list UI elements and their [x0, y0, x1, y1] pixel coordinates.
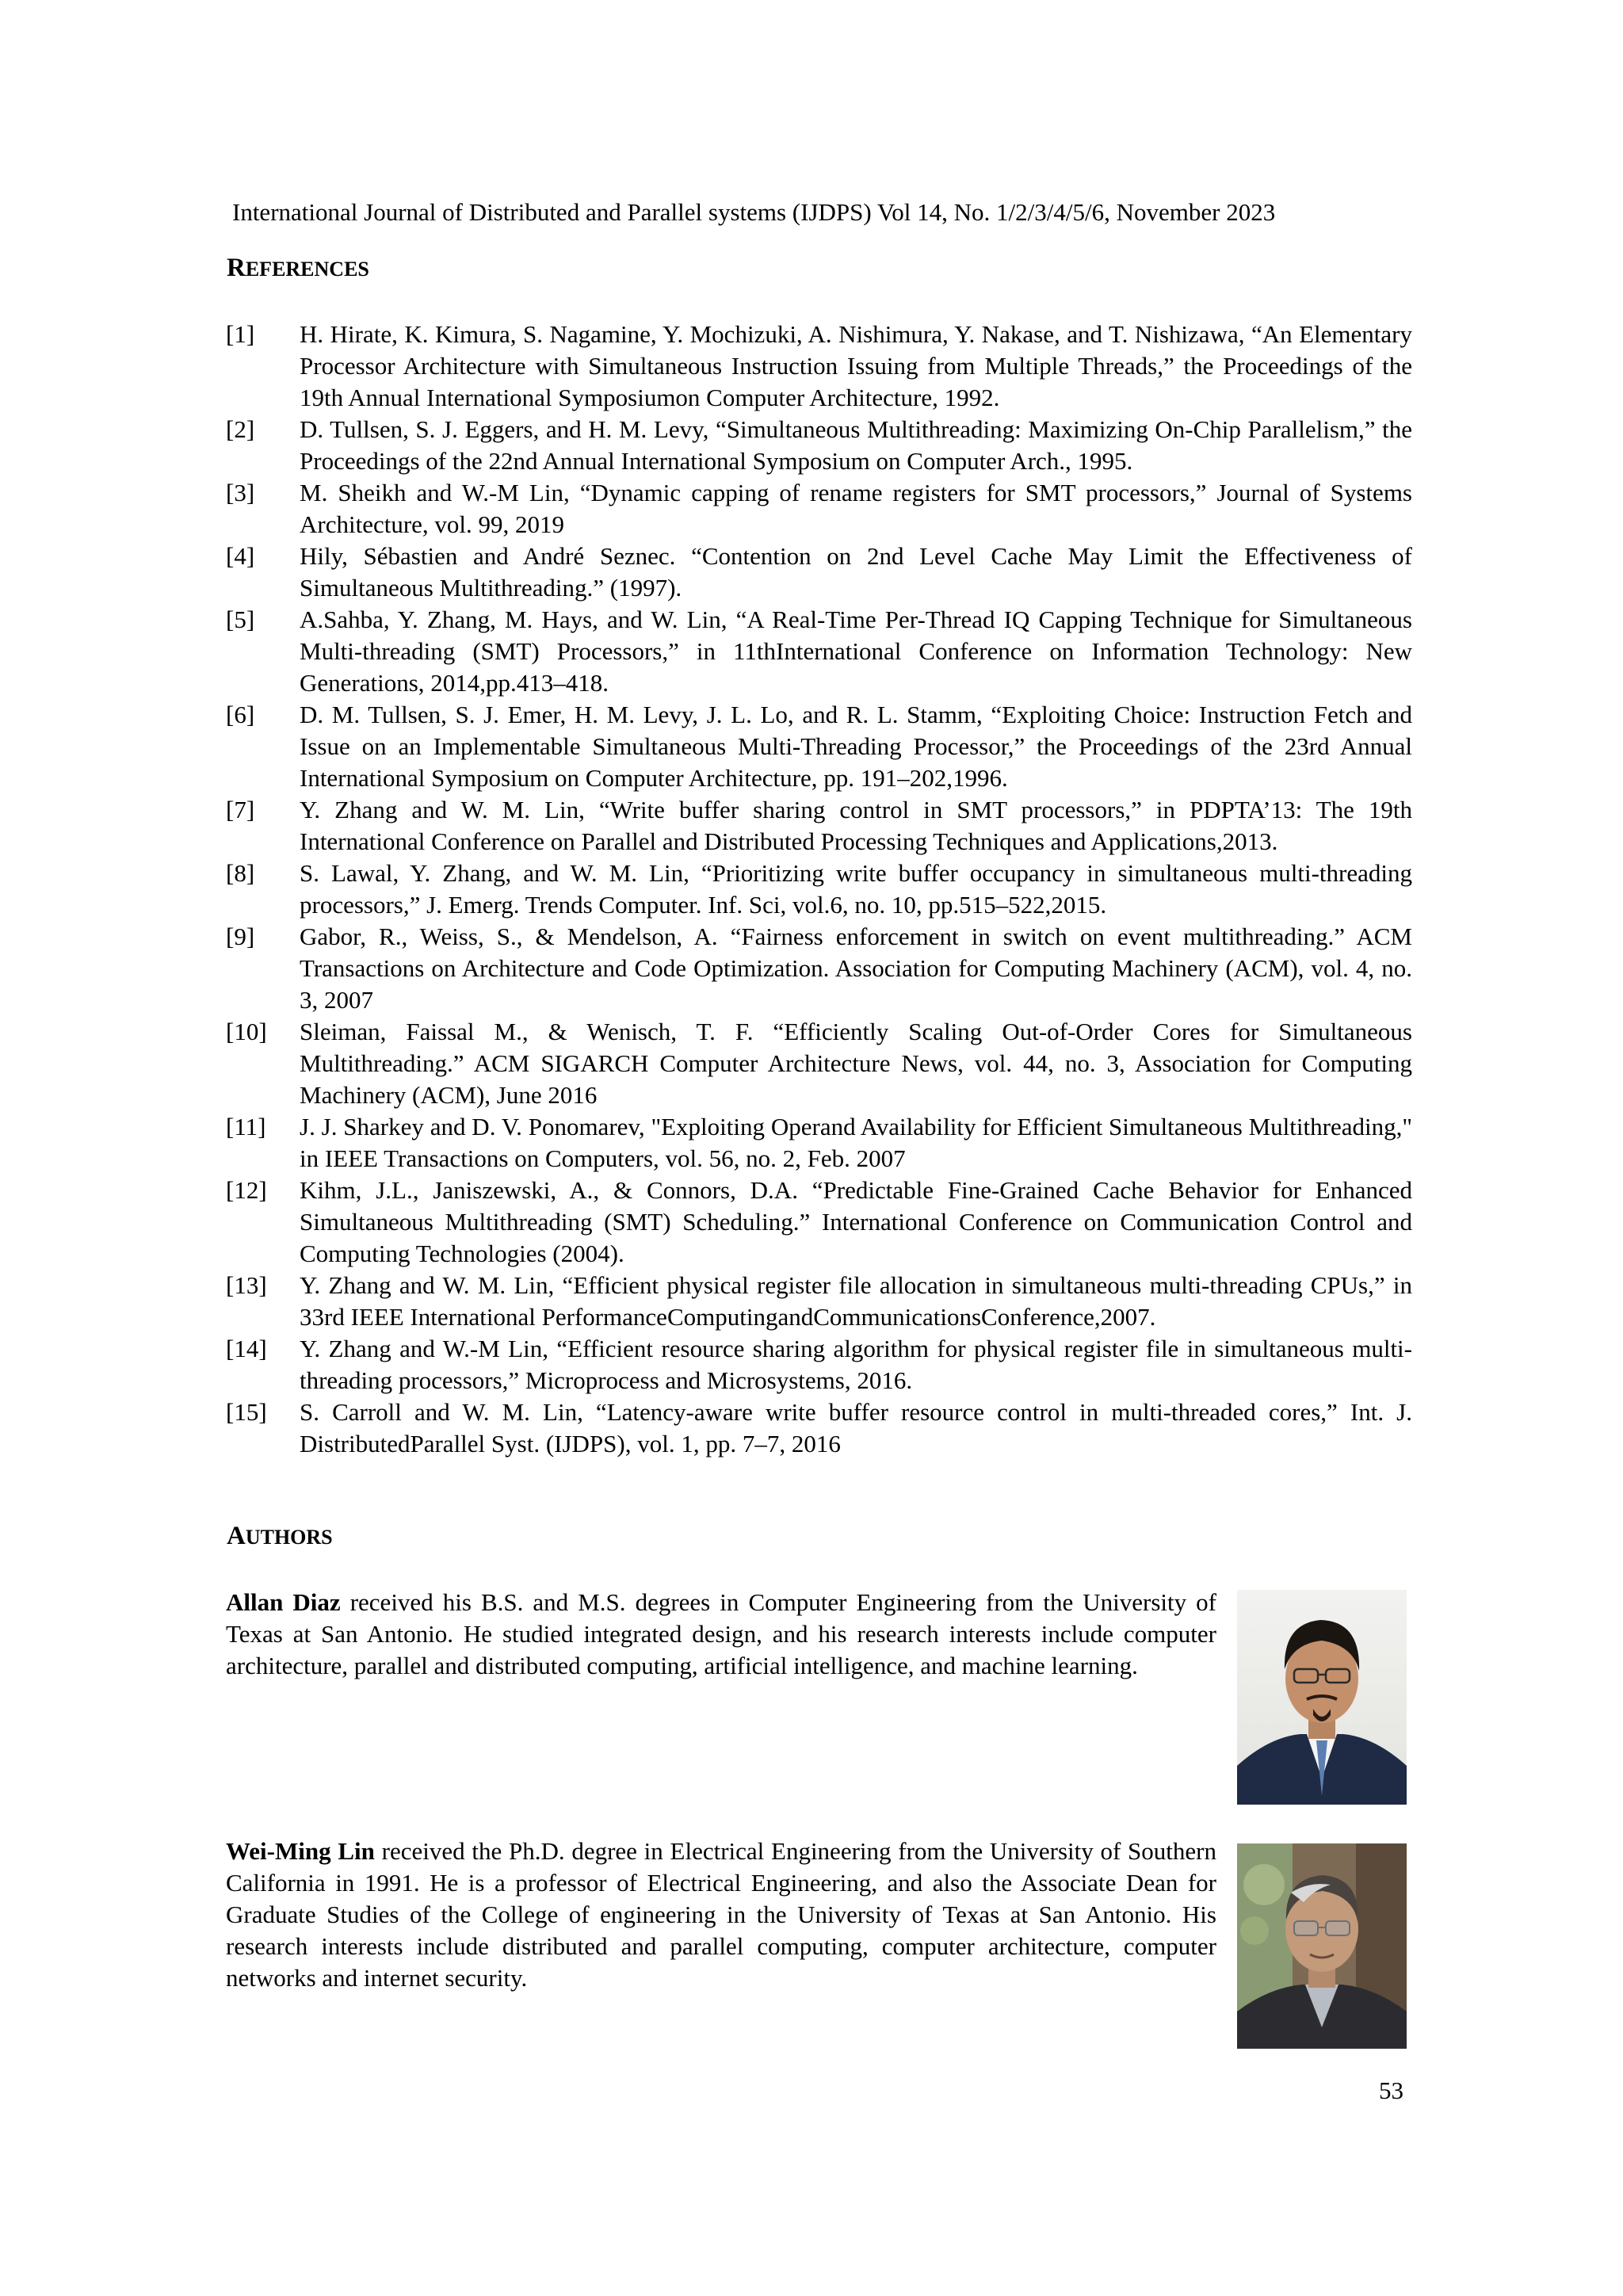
- author-bio: [226, 1836, 1216, 1994]
- authors-heading-initial: A: [227, 1522, 246, 1550]
- reference-number: [13]: [226, 1271, 267, 1299]
- author-bio-text: received his B.S. and M.S. degrees in Computer Engineering from the University of Texas at San Antonio. He studied integrated design, and his research interests include computer architecture, parallel and distributed computing, artificial intelligence, and machine learning.: [226, 1588, 1216, 1679]
- running-header: International Journal of Distributed and Parallel systems (IJDPS) Vol 14, No. 1/2/3/4/5/6, November 2023: [232, 198, 1276, 226]
- author-portrait-image: [1237, 1590, 1407, 1805]
- reference-number: [2]: [226, 415, 255, 443]
- author-bio-text: received the Ph.D. degree in Electrical Engineering from the University of Southern California in 1991. He is a professor of Electrical Engineering, and also the Associate Dean for Graduate Studies of the College of engineering in the University of Texas at San Antonio. His research interests include distributed and parallel computing, computer architecture, computer networks and internet security.: [226, 1837, 1216, 1992]
- reference-item: [226, 541, 1412, 604]
- reference-number: [10]: [226, 1018, 267, 1045]
- reference-item: [226, 604, 1412, 699]
- author-name: Wei-Ming Lin: [226, 1837, 375, 1865]
- reference-text: D. Tullsen, S. J. Eggers, and H. M. Levy, “Simultaneous Multithreading: Maximizing On-Chip Parallelism,” the Proceedings of the 22nd Annual International Symposium on Computer Arch., 1995.: [300, 415, 1412, 475]
- reference-text: S. Carroll and W. M. Lin, “Latency-aware write buffer resource control in multi-threaded cores,” Int. J. DistributedParallel Syst. (IJDPS), vol. 1, pp. 7–7, 2016: [300, 1398, 1412, 1457]
- author-photo: [1237, 1590, 1407, 1805]
- reference-item: [226, 858, 1412, 921]
- reference-text: Hily, Sébastien and André Seznec. “Contention on 2nd Level Cache May Limit the Effectiveness of Simultaneous Multithreading.” (1997).: [300, 542, 1412, 602]
- reference-item: [226, 477, 1412, 541]
- reference-text: M. Sheikh and W.-M Lin, “Dynamic capping of rename registers for SMT processors,” Journal of Systems Architecture, vol. 99, 2019: [300, 479, 1412, 538]
- reference-item: [226, 1175, 1412, 1270]
- references-heading-initial: R: [227, 254, 246, 282]
- reference-number: [7]: [226, 796, 255, 823]
- reference-text: Y. Zhang and W. M. Lin, “Efficient physical register file allocation in simultaneous multi-threading CPUs,” in 33rd IEEE International PerformanceComputingandCommunicationsConference,2007.: [300, 1271, 1412, 1331]
- reference-list: [226, 319, 1412, 1460]
- author-photo: [1237, 1843, 1407, 2049]
- reference-text: Y. Zhang and W.-M Lin, “Efficient resource sharing algorithm for physical register file in simultaneous multi-threading processors,” Microprocess and Microsystems, 2016.: [300, 1335, 1412, 1394]
- reference-item: [226, 794, 1412, 858]
- reference-number: [1]: [226, 320, 255, 348]
- reference-item: [226, 699, 1412, 794]
- author-portrait-image: [1237, 1843, 1407, 2049]
- reference-item: [226, 1270, 1412, 1333]
- reference-item: [226, 319, 1412, 414]
- reference-item: [226, 921, 1412, 1016]
- reference-text: Kihm, J.L., Janiszewski, A., & Connors, D.A. “Predictable Fine-Grained Cache Behavior for Enhanced Simultaneous Multithreading (SMT) Scheduling.” International Conference on Communication Control and Computing Technologies (2004).: [300, 1176, 1412, 1267]
- reference-number: [11]: [226, 1113, 266, 1140]
- reference-text: A.Sahba, Y. Zhang, M. Hays, and W. Lin, “A Real-Time Per-Thread IQ Capping Technique for Simultaneous Multi-threading (SMT) Processors,” in 11thInternational Conference on Information Technology: New Generations, 2014,pp.413–418.: [300, 606, 1412, 697]
- reference-item: [226, 414, 1412, 477]
- authors-heading-rest: UTHORS: [245, 1526, 333, 1549]
- reference-number: [12]: [226, 1176, 267, 1204]
- authors-heading: [227, 1520, 333, 1553]
- reference-text: S. Lawal, Y. Zhang, and W. M. Lin, “Prioritizing write buffer occupancy in simultaneous multi-threading processors,” J. Emerg. Trends Computer. Inf. Sci, vol.6, no. 10, pp.515–522,2015.: [300, 859, 1412, 919]
- reference-item: [226, 1333, 1412, 1396]
- reference-number: [6]: [226, 701, 255, 728]
- references-heading: [227, 252, 369, 285]
- reference-number: [5]: [226, 606, 255, 633]
- reference-text: Y. Zhang and W. M. Lin, “Write buffer sharing control in SMT processors,” in PDPTA’13: The 19th International Conference on Parallel and Distributed Processing Techniques and Applications,2013.: [300, 796, 1412, 855]
- reference-item: [226, 1016, 1412, 1111]
- author-name: Allan Diaz: [226, 1588, 341, 1616]
- reference-number: [15]: [226, 1398, 267, 1426]
- reference-text: H. Hirate, K. Kimura, S. Nagamine, Y. Mochizuki, A. Nishimura, Y. Nakase, and T. Nishizawa, “An Elementary Processor Architecture with Simultaneous Instruction Issuing from Multiple Threads,” the Proceedings of the 19th Annual International Symposiumon Computer Architecture, 1992.: [300, 320, 1412, 411]
- page-number: 53: [1379, 2076, 1403, 2104]
- reference-item: [226, 1111, 1412, 1175]
- reference-number: [9]: [226, 923, 255, 950]
- references-heading-rest: EFERENCES: [245, 258, 369, 281]
- reference-text: Gabor, R., Weiss, S., & Mendelson, A. “Fairness enforcement in switch on event multithreading.” ACM Transactions on Architecture and Code Optimization. Association for Computing Machinery (ACM), vol. 4, no. 3, 2007: [300, 923, 1412, 1014]
- reference-text: Sleiman, Faissal M., & Wenisch, T. F. “Efficiently Scaling Out-of-Order Cores for Simultaneous Multithreading.” ACM SIGARCH Computer Architecture News, vol. 44, no. 3, Association for Computing Machinery (ACM), June 2016: [300, 1018, 1412, 1109]
- reference-number: [4]: [226, 542, 255, 570]
- reference-number: [14]: [226, 1335, 267, 1362]
- reference-text: D. M. Tullsen, S. J. Emer, H. M. Levy, J. L. Lo, and R. L. Stamm, “Exploiting Choice: Instruction Fetch and Issue on an Implementable Simultaneous Multi-Threading Processor,” the Proceedings of the 23rd Annual International Symposium on Computer Architecture, pp. 191–202,1996.: [300, 701, 1412, 792]
- author-bio: [226, 1587, 1216, 1682]
- reference-text: J. J. Sharkey and D. V. Ponomarev, "Exploiting Operand Availability for Efficient Simultaneous Multithreading," in IEEE Transactions on Computers, vol. 56, no. 2, Feb. 2007: [300, 1113, 1412, 1172]
- reference-item: [226, 1396, 1412, 1460]
- reference-number: [8]: [226, 859, 255, 887]
- reference-number: [3]: [226, 479, 255, 506]
